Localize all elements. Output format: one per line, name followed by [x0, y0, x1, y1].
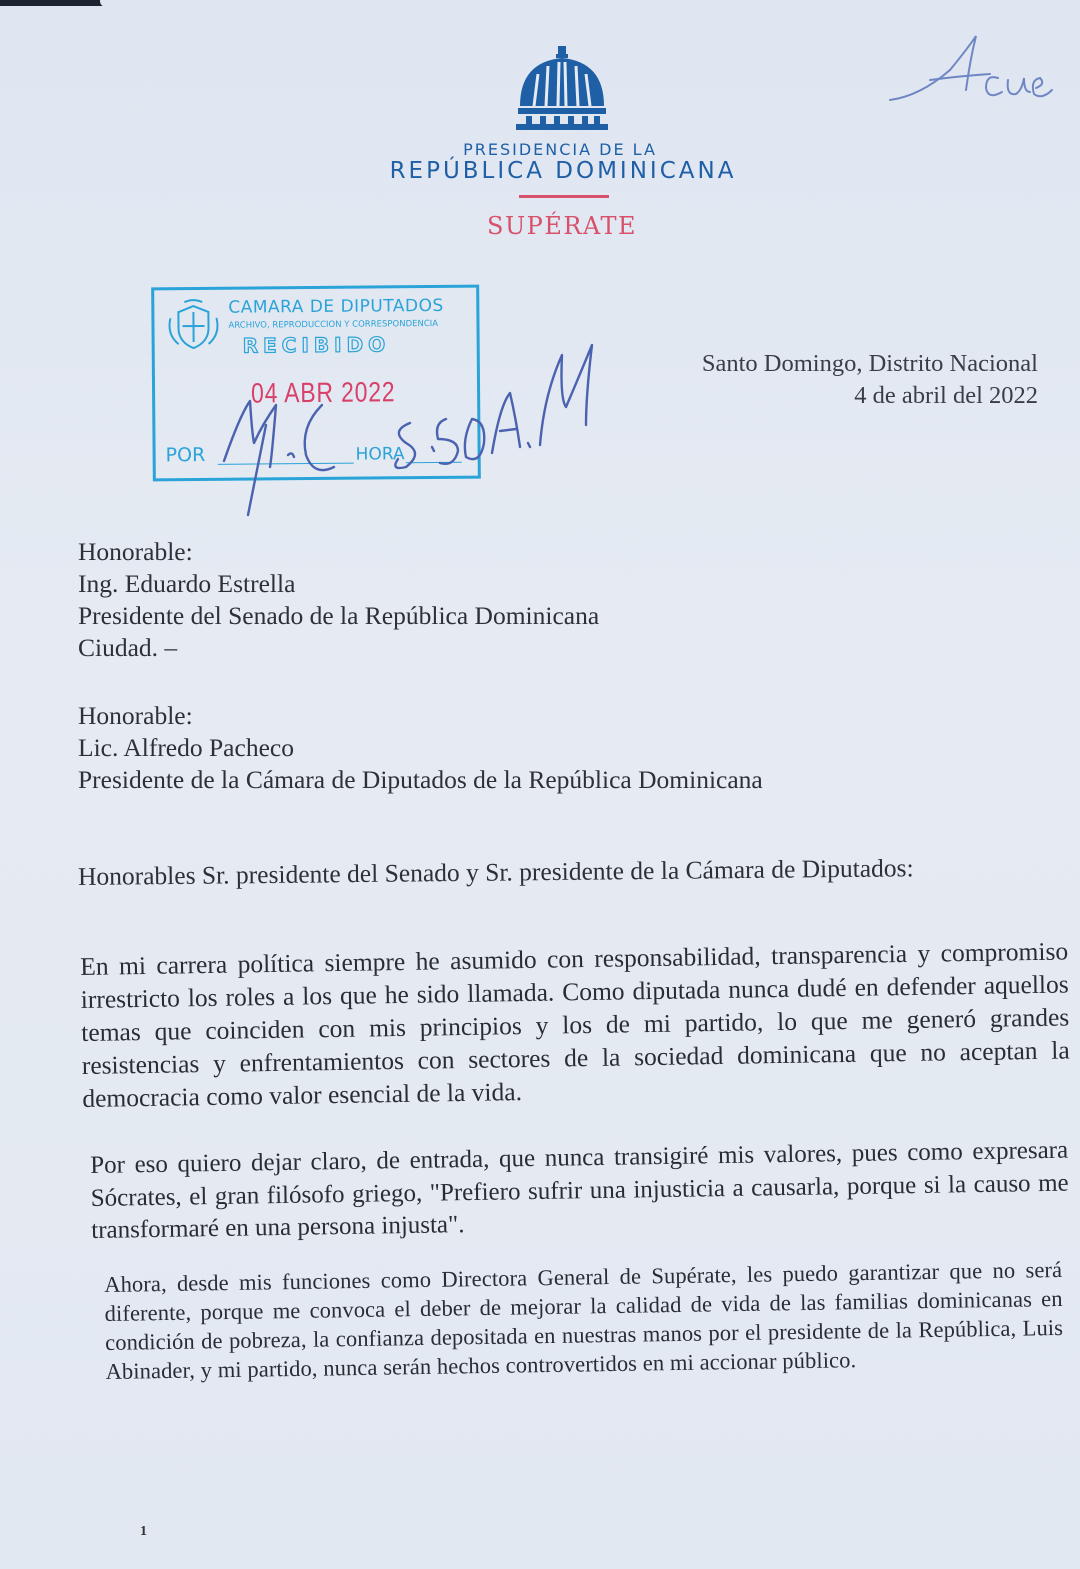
letterhead-line2: REPÚBLICA DOMINICANA — [389, 158, 737, 184]
stamp-date: 04 ABR 2022 — [250, 376, 396, 409]
body-paragraph-1: En mi carrera política siempre he asumido con responsabilidad, transparencia y compromiso irrestricto los roles a los que he sido llamada. Como diputada nunca dudé en defender aquellos temas que coinciden con mis principios y los de mi partido, lo que me generó grandes resistencias y enfrentamientos con sectores de la sociedad dominicana que no aceptan la democracia como valor esencial de la vida. — [80, 936, 1070, 1113]
stamp-title: CAMARA DE DIPUTADOS — [228, 295, 444, 318]
greeting-line: Honorables Sr. presidente del Senado y Sr. presidente de la Cámara de Diputados: — [77, 853, 914, 891]
addressee-senate — [78, 536, 599, 664]
stamp-por-label: POR — [165, 443, 206, 467]
stamp-status: RECIBIDO — [242, 332, 391, 358]
addressee-title: Presidente del Senado de la República Dominicana — [78, 601, 600, 630]
stamp-subtitle: ARCHIVO, REPRODUCCION Y CORRESPONDENCIA — [228, 318, 439, 331]
handwritten-signature-icon — [210, 335, 630, 525]
addressee-salutation: Honorable: — [78, 537, 193, 566]
place-date-block — [702, 348, 1038, 412]
addressee-chamber — [78, 700, 763, 796]
letterhead-program: SUPÉRATE — [487, 212, 637, 240]
addressee-title: Presidente de la Cámara de Diputados de la República Dominicana — [78, 765, 763, 794]
body-paragraph-2: Por eso quiero dejar claro, de entrada, que nunca transigiré mis valores, pues como expresara Sócrates, el gran filósofo griego, "Prefiero sufrir una injusticia a causarla, porque si la causo me transformaré en una persona injusta". — [90, 1136, 1069, 1244]
body-paragraph-3: Ahora, desde mis funciones como Directora General de Supérate, les puedo garantizar que no será diferente, porque me convoca el deber de mejorar la calidad de vida de las familias dominicanas en condición de pobreza, la confianza depositada en nuestras manos por el presidente de la República, Luis Abinader, y mi partido, nunca serán hechos controvertidos en mi accionar público. — [104, 1256, 1064, 1384]
scan-edge-cut — [100, 0, 1080, 7]
page-number: 1 — [140, 1524, 147, 1539]
handwritten-note-icon — [880, 30, 1060, 110]
addressee-name: Lic. Alfredo Pacheco — [78, 733, 294, 762]
dome-icon — [512, 44, 612, 132]
letterhead-divider — [519, 195, 609, 198]
addressee-salutation: Honorable: — [78, 701, 193, 730]
place-line: Santo Domingo, Distrito Nacional — [701, 350, 1038, 377]
letterhead-line1: PRESIDENCIA DE LA — [463, 140, 657, 159]
stamp-hora-label: HORA — [355, 444, 405, 465]
addressee-name: Ing. Eduardo Estrella — [78, 569, 296, 598]
date-line: 4 de abril del 2022 — [854, 382, 1038, 409]
addressee-city: Ciudad. – — [78, 633, 178, 662]
